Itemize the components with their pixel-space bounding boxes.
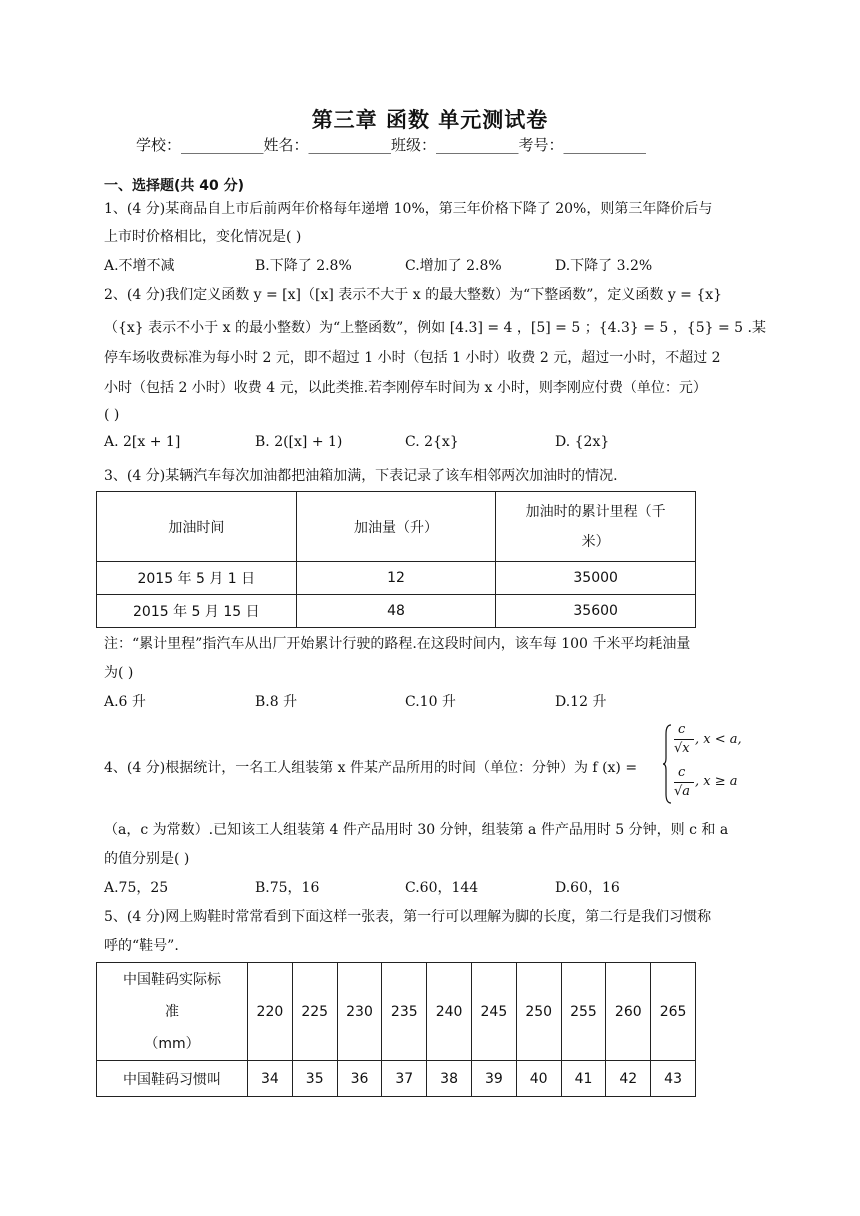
q2-stem-line4: 小时（包括 2 小时）收费 4 元，以此类推.若李刚停车时间为 x 小时，则李刚应付费（单位：元） [104,380,707,396]
label-line3: （mm） [144,1035,200,1052]
table-cell: 35000 [496,562,696,595]
q1-option-c: C.增加了 2.8% [405,258,502,274]
table-cell: 2015 年 5 月 1 日 [97,562,297,595]
q1-option-b: B.下降了 2.8% [255,258,352,274]
table-header-row [97,492,696,562]
q4-option-d: D.60，16 [555,880,620,896]
q4-stem-line1: 4、(4 分)根据统计，一名工人组装第 x 件某产品所用的时间（单位：分钟）为 f (x) = [104,760,638,776]
table-cell: 250 [516,963,561,1061]
q1-stem-line1: 1、(4 分)某商品自上市后前两年价格每年递增 10%，第三年价格下降了 20%，则第三年降价后与 [104,201,713,217]
table-cell: 230 [337,963,382,1061]
table-cell: 255 [561,963,606,1061]
table-cell: 38 [427,1061,472,1097]
piece1-condition: , x < a, [695,732,742,747]
table-cell: 48 [296,595,496,628]
section-heading: 一、选择题(共 40 分) [104,178,245,194]
q1-stem-line2: 上市时价格相比，变化情况是( ) [104,229,302,245]
q1-option-a: A.不增不减 [104,258,175,274]
table-cell: 42 [606,1061,651,1097]
q5-stem-line1: 5、(4 分)网上购鞋时常常看到下面这样一张表，第一行可以理解为脚的长度，第二行是我们习惯称 [104,909,712,925]
table-cell: 240 [427,963,472,1061]
table-cell: 235 [382,963,427,1061]
q2-stem-line5: ( ) [104,407,120,423]
table-header-cell: 加油量（升） [296,492,496,562]
table-cell: 36 [337,1061,382,1097]
row-label-cell [97,963,248,1061]
q2-option-a: A. 2[x + 1] [104,434,181,450]
table-row [97,595,696,628]
table-cell: 43 [651,1061,696,1097]
table-cell: 34 [248,1061,293,1097]
q3-note-line1: 注：“累计里程”指汽车从出厂开始累计行驶的路程.在这段时间内，该车每 100 千米平均耗油量 [104,636,691,652]
piece2-numerator: c [678,765,686,780]
q3-stem: 3、(4 分)某辆汽车每次加油都把油箱加满，下表记录了该车相邻两次加油时的情况. [104,468,618,484]
refuel-table [96,491,696,628]
table-cell: 37 [382,1061,427,1097]
piece2-denominator: √a [674,784,691,799]
table-row [97,562,696,595]
table-row [97,963,696,1061]
table-cell: 35 [292,1061,337,1097]
table-cell: 35600 [496,595,696,628]
row-label-cell: 中国鞋码习惯叫 [97,1061,248,1097]
table-header-cell [496,492,696,562]
q3-option-d: D.12 升 [555,694,607,710]
q4-option-a: A.75，25 [104,880,169,896]
label-line2: 准 [165,1003,179,1020]
piece1-numerator: c [678,722,686,737]
header-text-line2: 米） [581,533,610,550]
q3-option-a: A.6 升 [104,694,146,710]
q3-note-line2: 为( ) [104,665,134,681]
page-title: 第三章 函数 单元测试卷 [311,108,549,132]
piece2-condition: , x ≥ a [695,774,738,789]
q2-stem-line1: 2、(4 分)我们定义函数 y = [x]（[x] 表示不大于 x 的最大整数）为“下整函数”，定义函数 y = {x} [104,287,723,303]
table-row [97,1061,696,1097]
table-cell: 2015 年 5 月 15 日 [97,595,297,628]
q5-stem-line2: 呼的“鞋号”. [104,938,179,954]
table-cell: 41 [561,1061,606,1097]
student-info-line: 学校：___________姓名：___________班级：___________考号：___________ [136,136,647,154]
piece1-denominator: √x [674,741,690,756]
table-cell: 260 [606,963,651,1061]
header-text-line1: 加油时的累计里程（千 [525,503,666,520]
piecewise-brace [662,724,672,804]
table-cell: 12 [296,562,496,595]
q1-option-d: D.下降了 3.2% [555,258,653,274]
q2-option-b: B. 2([x] + 1) [255,434,343,450]
label-line1: 中国鞋码实际标 [123,971,221,988]
q3-option-b: B.8 升 [255,694,298,710]
q2-stem-line3: 停车场收费标准为每小时 2 元，即不超过 1 小时（包括 1 小时）收费 2 元，超过一小时，不超过 2 [104,350,721,366]
table-cell: 265 [651,963,696,1061]
q2-stem-line2: （{x} 表示不小于 x 的最小整数）为“上整函数”，例如 [4.3] = 4 ，[5] = 5 ；{4.3} = 5 ，{5} = 5 .某 [104,320,766,336]
q2-option-c: C. 2{x} [405,434,459,450]
table-cell: 220 [248,963,293,1061]
q4-option-b: B.75，16 [255,880,320,896]
q4-option-c: C.60，144 [405,880,479,896]
q3-option-c: C.10 升 [405,694,456,710]
q2-option-d: D. {2x} [555,434,610,450]
table-cell: 39 [471,1061,516,1097]
table-cell: 40 [516,1061,561,1097]
table-cell: 225 [292,963,337,1061]
q4-stem-line3: 的值分别是( ) [104,851,190,867]
table-cell: 245 [471,963,516,1061]
shoe-size-table [96,962,696,1097]
table-header-cell: 加油时间 [97,492,297,562]
q4-stem-line2: （a，c 为常数）.已知该工人组装第 4 件产品用时 30 分钟，组装第 a 件产品用时 5 分钟，则 c 和 a [104,822,729,838]
